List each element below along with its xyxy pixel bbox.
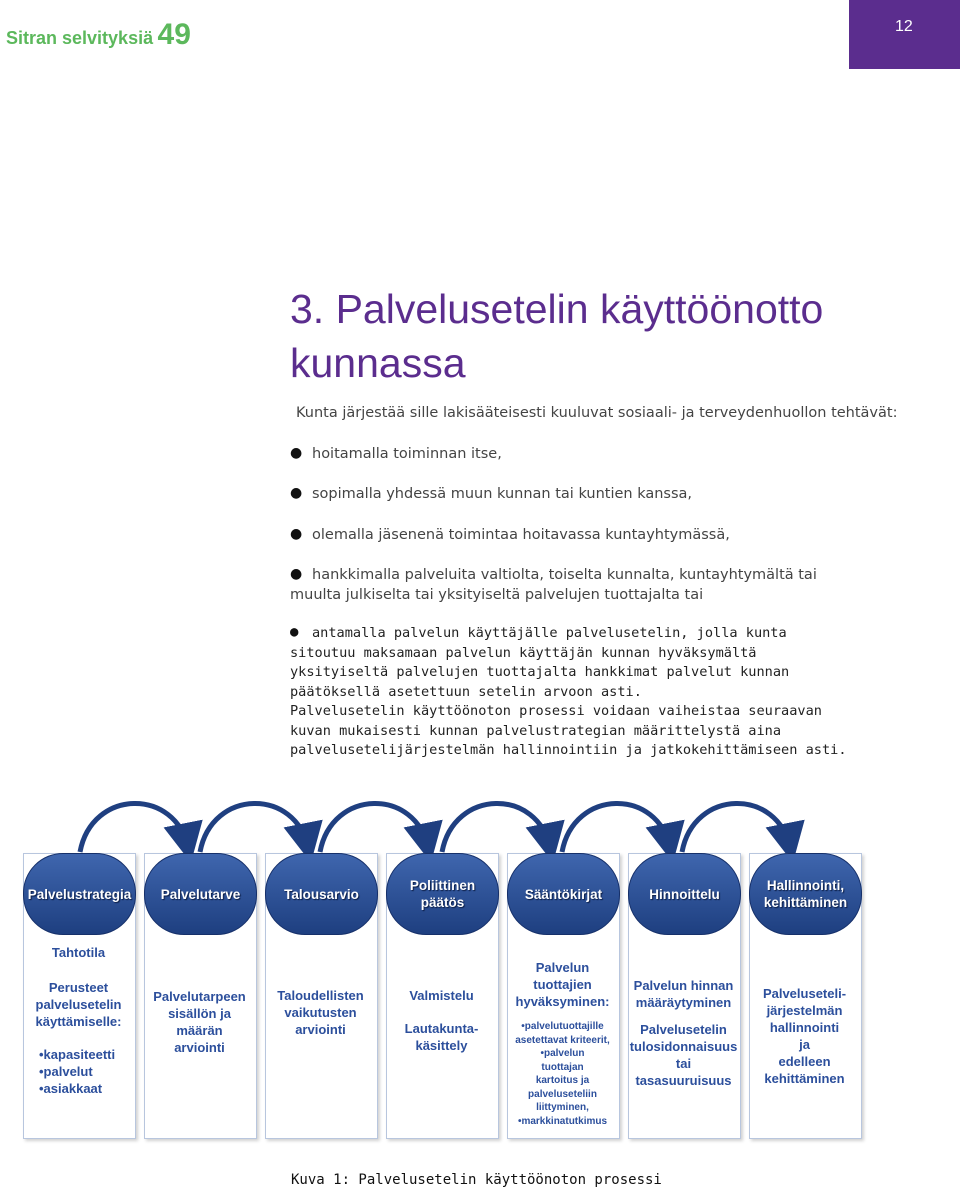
bullet-icon: ●: [290, 485, 303, 501]
list-item: ● hankkimalla palveluita valtiolta, toiselta kunnalta, kuntayhtymältä tai muulta julkiselta tai yksityiseltä palvelujen tuottajalta tai: [290, 566, 817, 603]
list-item: ● olemalla jäsenenä toimintaa hoitavassa kuntayhtymässä,: [290, 526, 730, 543]
arrow-1: [80, 803, 188, 852]
chapter-title: 3. Palvelusetelin käyttöönotto kunnassa: [290, 286, 824, 386]
series-name: Sitran selvityksiä: [6, 28, 154, 48]
stage-header-hallinnointi: Hallinnointi, kehittäminen: [749, 853, 862, 935]
stage-body-talousarvio: Taloudellisten vaikutusten arviointi: [277, 988, 364, 1037]
stage-header-palvelutarve: Palvelutarve: [144, 853, 257, 935]
list-item: ● sopimalla yhdessä muun kunnan tai kuntien kanssa,: [290, 485, 693, 502]
bullet-icon: ●: [290, 566, 303, 582]
stage-body-palvelustrategia: Tahtotila Perusteet palvelusetelin käyttämiselle: •kapasiteetti •palvelut •asiakkaat: [35, 945, 122, 1096]
series-number: 49: [157, 18, 191, 51]
arrow-5: [562, 803, 670, 852]
stage-body-saantokirjat: Palvelun tuottajien hyväksyminen: •palvelutuottajille asetettavat kriteerit, •palvelun tuottajan kartoitus ja palveluseteliin liittyminen, •markkinatutkimus: [515, 960, 610, 1127]
stage-body-hinnoittelu: Palvelun hinnan määräytyminen Palvelusetelin tulosidonnaisuus tai tasasuuruisuus: [629, 978, 738, 1088]
stage-body-palvelutarve: Palvelutarpeen sisällön ja määrän arviointi: [153, 989, 246, 1055]
arrow-3: [320, 803, 428, 852]
stage-header-saantokirjat: Sääntökirjat: [507, 853, 620, 935]
arrow-6: [682, 803, 790, 852]
bullet-icon: ●: [290, 445, 303, 461]
series-title: [6, 18, 191, 52]
bullet-icon: ●: [290, 624, 299, 640]
page-number-box: [849, 0, 960, 69]
stage-body-poliittinen-paatos: Valmistelu Lautakunta- käsittely: [404, 988, 479, 1053]
body-paragraph: Palvelusetelin käyttöönoton prosessi voidaan vaiheistaa seuraavan kuvan mukaisesti kunnan palvelustrategian määrittelystä aina palvelusetelijärjestelmän hallinnointiin ja jatkokehittämiseen asti.: [290, 703, 847, 759]
figure-caption: Kuva 1: Palvelusetelin käyttöönoton prosessi: [291, 1172, 662, 1188]
stage-body-hallinnointi: Palveluseteli- järjestelmän hallinnointi ja edelleen kehittäminen: [762, 986, 847, 1086]
arrow-2: [200, 803, 308, 852]
arrow-4: [442, 803, 550, 852]
list-item: ● antamalla palvelun käyttäjälle palvelusetelin, jolla kunta sitoutuu maksamaan palvelun käyttäjän kunnan hyväksymältä yksityiseltä palvelujen tuottajalta hankkimat palvelut kunnan päätöksellä asetettuun setelin arvoon asti.: [290, 624, 790, 700]
list-item: ● hoitamalla toiminnan itse,: [290, 445, 502, 462]
stage-header-palvelustrategia: Palvelustrategia: [23, 853, 136, 935]
intro-text: Kunta järjestää sille lakisääteisesti kuuluvat sosiaali- ja terveydenhuollon tehtävät:: [296, 405, 898, 421]
stage-header-talousarvio: Talousarvio: [265, 853, 378, 935]
page-number: 12: [895, 18, 913, 35]
bullet-icon: ●: [290, 526, 303, 542]
stage-header-poliittinen-paatos: Poliittinen päätös: [386, 853, 499, 935]
stage-header-hinnoittelu: Hinnoittelu: [628, 853, 741, 935]
